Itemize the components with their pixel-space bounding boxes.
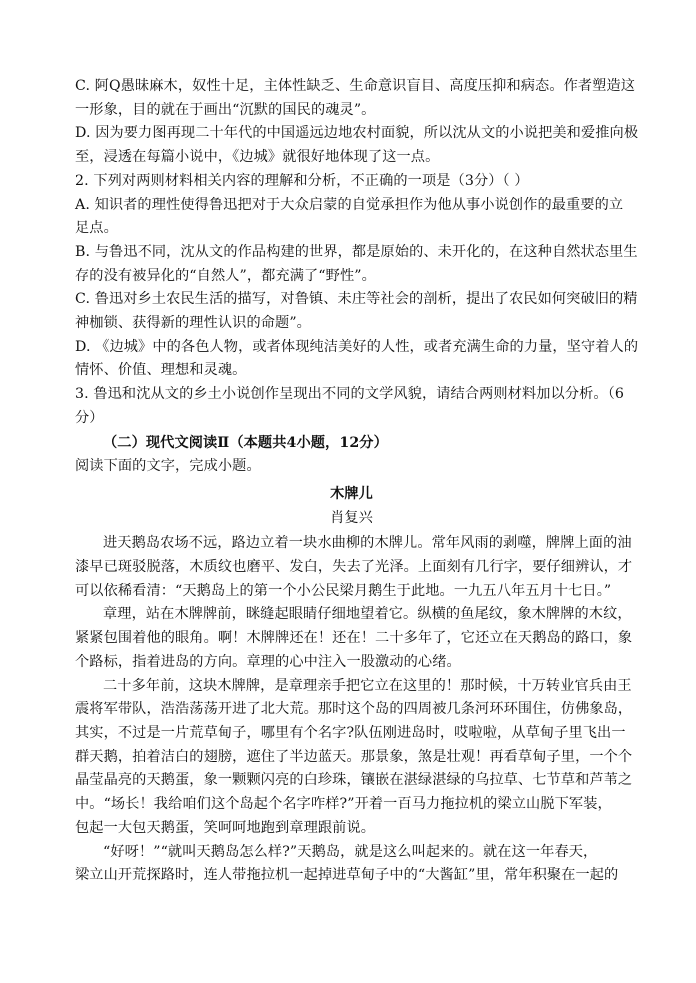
q1-option-d xyxy=(75,122,639,169)
story-author: 肖复兴 xyxy=(330,509,373,526)
text-line: 分） xyxy=(75,409,104,426)
reading-instruction: 阅读下面的文字，完成小题。 xyxy=(75,458,261,475)
story-paragraph-4 xyxy=(75,841,628,888)
text-line: 一形象，目的就在于画出“沉默的国民的魂灵”。 xyxy=(75,101,376,118)
text-line: D. 因为要力图再现二十年代的中国遥远边地农村面貌，所以沈从文的小说把美和爱推向极 xyxy=(75,125,639,142)
story-paragraph-3 xyxy=(75,675,633,841)
text-line: D. 《边城》中的各色人物，或者体现纯洁美好的人性，或者充满生命的力量，坚守着人的 xyxy=(75,338,639,355)
text-line: “好呀！”“就叫天鹅岛怎么样?”天鹅岛，就是这么叫起来的。就在这一年春天， xyxy=(103,843,598,860)
text-line: 神枷锁、获得新的理性认识的命题”。 xyxy=(75,315,311,332)
text-line: 可以依稀看清：“天鹅岛上的第一个小公民梁月鹅生于此地。一九五八年五月十七日。” xyxy=(75,582,612,599)
text-line: 情怀、价值、理想和灵魂。 xyxy=(75,362,247,379)
text-line: 存的没有被异化的“自然人”，都充满了“野性”。 xyxy=(75,267,376,284)
text-line: 足点。 xyxy=(75,220,118,237)
text-line: 晶莹晶亮的天鹅蛋，象一颗颗闪亮的白珍珠，镶嵌在湛绿湛绿的乌拉草、七节草和芦苇之 xyxy=(75,772,633,789)
text-line: 章理，站在木牌牌前，眯缝起眼睛仔细地望着它。纵横的鱼尾纹，象木牌牌的木纹， xyxy=(103,606,632,623)
story-paragraph-1 xyxy=(75,532,633,603)
text-line: B. 与鲁迅不同，沈从文的作品构建的世界，都是原始的、未开化的，在这种自然状态里生 xyxy=(75,243,638,260)
text-line: 其实，不过是一片荒草甸子，哪里有个名字?队伍刚进岛时，哎啦啦，从草甸子里飞出一 xyxy=(75,724,626,741)
text-line: 紧紧包围着他的眼角。啊！木牌牌还在！还在！二十多年了，它还立在天鹅岛的路口，象 xyxy=(75,630,633,647)
text-line: 梁立山开荒探路时，连人带拖拉机一起掉进草甸子中的“大酱缸”里，常年积聚在一起的 xyxy=(75,867,619,884)
text-line: 震将军带队，浩浩荡荡开进了北大荒。那时这个岛的四周被几条河环环围住，仿佛象岛， xyxy=(75,701,633,718)
q2-option-d xyxy=(75,336,639,383)
text-line: C. 鲁迅对乡土农民生活的描写，对鲁镇、未庄等社会的剖析，提出了农民如何突破旧的精 xyxy=(75,291,638,308)
text-line: C. 阿Q愚昧麻木，奴性十足，主体性缺乏、生命意识盲目、高度压抑和病态。作者塑造这 xyxy=(75,78,636,94)
text-line: 漆早已斑驳脱落，木质纹也磨平、发白，失去了光泽。上面刻有几行字，要仔细辨认，才 xyxy=(75,559,633,576)
section-heading: （二）现代文阅读Ⅱ（本题共4小题，12分） xyxy=(103,434,388,451)
question-2-stem: 2. 下列对两则材料相关内容的理解和分析，不正确的一项是（3分）（ ） xyxy=(75,172,529,189)
q2-option-b xyxy=(75,241,638,288)
q1-option-c xyxy=(75,75,636,122)
text-line: 3. 鲁迅和沈从文的乡土小说创作呈现出不同的文学风貌，请结合两则材料加以分析。（6 xyxy=(75,386,625,403)
question-3 xyxy=(75,383,628,430)
story-title: 木牌儿 xyxy=(330,485,373,502)
q2-option-c xyxy=(75,288,638,335)
text-line: 二十多年前，这块木牌牌，是章理亲手把它立在这里的！那时候，十万转业官兵由王 xyxy=(103,677,632,694)
text-line: 群天鹅，拍着洁白的翅膀，遮住了半边蓝天。那景象，煞是壮观！再看草甸子里，一个个 xyxy=(75,748,633,765)
text-line: 个路标，指着进岛的方向。章理的心中注入一股激动的心绪。 xyxy=(75,653,461,670)
text-line: A. 知识者的理性使得鲁迅把对于大众启蒙的自觉承担作为他从事小说创作的最重要的立 xyxy=(75,196,624,213)
text-line: 至，浸透在每篇小说中，《边城》就很好地体现了这一点。 xyxy=(75,149,440,166)
text-line: 包起一大包天鹅蛋，笑呵呵地跑到章理跟前说。 xyxy=(75,819,376,836)
text-line: 中。“场长！我给咱们这个岛起个名字咋样?”开着一百马力拖拉机的梁立山脱下军装， xyxy=(75,796,612,813)
text-line: 进天鹅岛农场不远，路边立着一块水曲柳的木牌儿。常年风雨的剥噬，牌牌上面的油 xyxy=(103,535,632,552)
story-paragraph-2 xyxy=(75,603,633,674)
q2-option-a xyxy=(75,194,628,241)
